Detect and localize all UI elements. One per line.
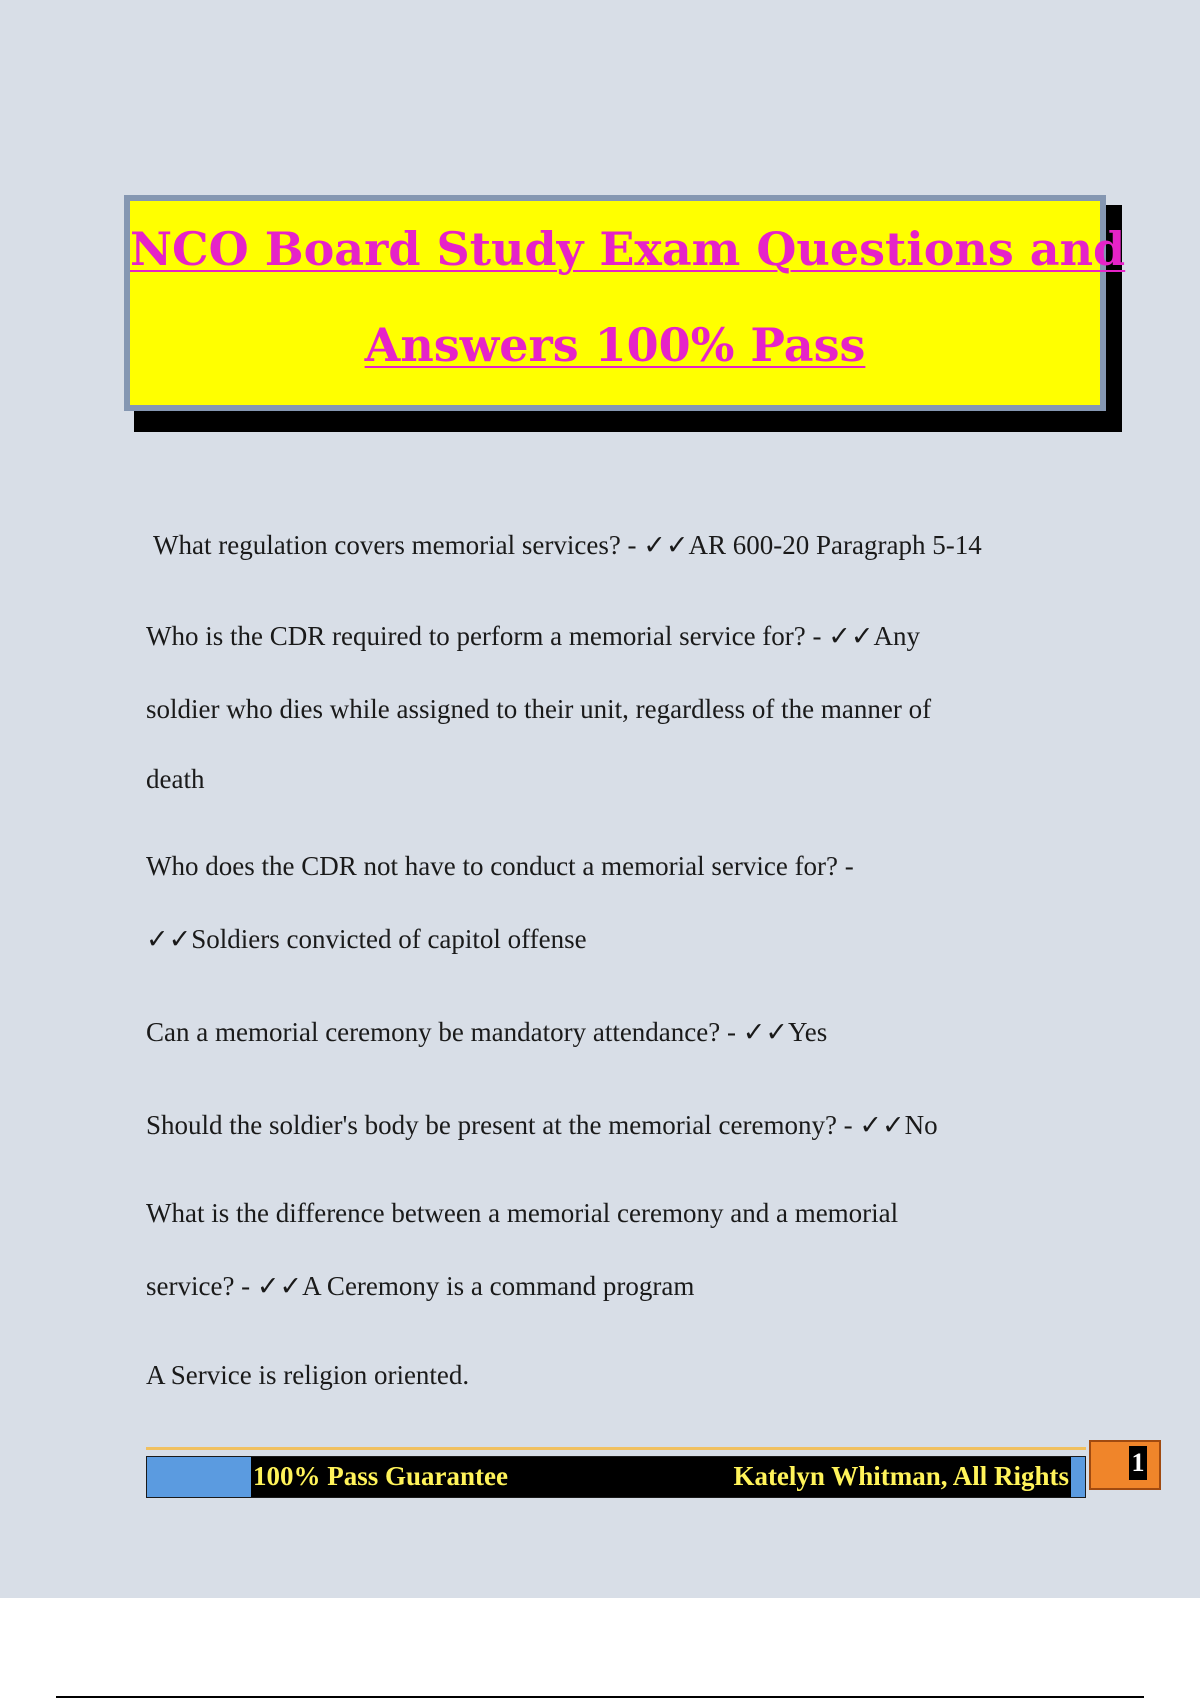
qa-line: death (146, 764, 205, 794)
footer-left-text: 100% Pass Guarantee (253, 1461, 508, 1491)
title-box (124, 195, 1126, 411)
footer-rule (146, 1447, 1086, 1450)
qa-line: Who does the CDR not have to conduct a memorial service for? - (146, 851, 854, 881)
footer-right-text: Katelyn Whitman, All Rights (733, 1461, 1069, 1491)
qa-line: Who is the CDR required to perform a memorial service for? - ✓✓Any (146, 621, 921, 651)
footer-bar (146, 1456, 1086, 1498)
title-line-2: Answers 100% Pass (364, 318, 866, 372)
page-number: 1 (1129, 1446, 1147, 1480)
page-number-box (1089, 1440, 1161, 1490)
page-bottom-rule (56, 1696, 1144, 1698)
title-line-1: NCO Board Study Exam Questions and (130, 222, 1126, 276)
qa-line: A Service is religion oriented. (146, 1360, 470, 1390)
footer-accent-left (147, 1457, 251, 1497)
qa-line: What is the difference between a memorial ceremony and a memorial (146, 1198, 899, 1228)
qa-line: soldier who dies while assigned to their unit, regardless of the manner of (146, 694, 932, 724)
qa-line: Should the soldier's body be present at the memorial ceremony? - ✓✓No (146, 1110, 938, 1140)
qa-line: Can a memorial ceremony be mandatory attendance? - ✓✓Yes (146, 1017, 828, 1047)
qa-line: service? - ✓✓A Ceremony is a command program (146, 1271, 695, 1301)
qa-line: ✓✓Soldiers convicted of capitol offense (146, 924, 587, 954)
qa-line: What regulation covers memorial services? - ✓✓AR 600-20 Paragraph 5-14 (153, 530, 982, 560)
footer-accent-right (1071, 1457, 1085, 1497)
